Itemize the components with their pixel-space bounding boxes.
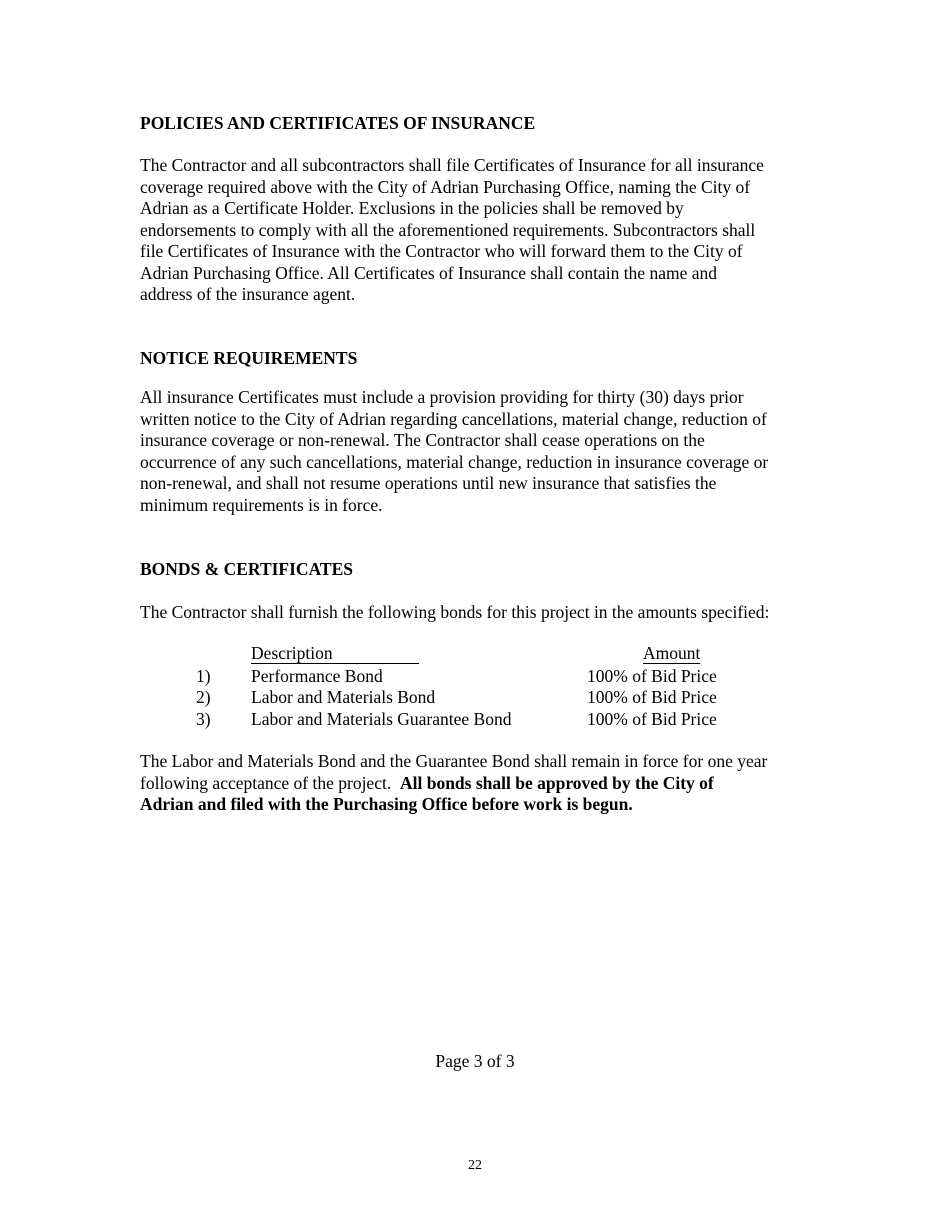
row-amount: 100% of Bid Price [587,687,717,707]
table-row [140,709,820,731]
closing-plain-text: following acceptance of the project. [140,772,400,793]
row-description: Labor and Materials Bond [251,687,436,707]
table-row [140,687,820,709]
bonds-heading: BONDS & CERTIFICATES [140,559,353,579]
bonds-intro [140,602,820,624]
paragraph-line [140,773,820,795]
page-label: Page 3 of 3 [435,1051,515,1071]
insurance-paragraph [140,155,820,306]
paragraph-line: coverage required above with the City of Adrian Purchasing Office, naming the City of [140,176,751,197]
notice-heading: NOTICE REQUIREMENTS [140,348,358,368]
paragraph-line: endorsements to comply with all the aforementioned requirements. Subcontractors shall [140,219,756,240]
column-header-amount: Amount [643,643,701,663]
table-row [140,666,820,688]
row-amount: 100% of Bid Price [587,665,717,686]
paragraph-line [140,794,820,816]
row-description: Performance Bond [251,665,383,686]
paragraph-line: Adrian as a Certificate Holder. Exclusions in the policies shall be removed by [140,198,684,218]
insurance-heading: POLICIES AND CERTIFICATES OF INSURANCE [140,113,536,133]
bond-table-header [140,644,820,666]
row-number: 2) [196,687,211,707]
paragraph-line: minimum requirements is in force. [140,494,383,515]
row-number: 3) [196,708,211,729]
paragraph-line: address of the insurance agent. [140,284,356,304]
paragraph-line: All insurance Certificates must include a provision providing for thirty (30) days prior [140,387,744,407]
paragraph-line: file Certificates of Insurance with the Contractor who will forward them to the City of [140,241,743,261]
paragraph-line: Adrian Purchasing Office. All Certificates of Insurance shall contain the name and [140,262,717,283]
bonds-closing-paragraph [140,751,820,816]
closing-bold-text: All bonds shall be approved by the City of [399,772,714,793]
paragraph-line: The Labor and Materials Bond and the Guarantee Bond shall remain in force for one year [140,751,768,771]
column-header-description: Description [251,644,419,664]
bond-table [140,644,820,730]
page-number: 22 [468,1158,482,1173]
paragraph-line: occurrence of any such cancellations, material change, reduction in insurance coverage or [140,451,769,472]
closing-bold-text: Adrian and filed with the Purchasing Office before work is begun. [140,794,633,814]
row-amount: 100% of Bid Price [587,708,717,729]
notice-paragraph [140,387,820,516]
paragraph-line: The Contractor shall furnish the following bonds for this project in the amounts specified: [140,602,770,622]
paragraph-line: The Contractor and all subcontractors shall file Certificates of Insurance for all insurance [140,155,764,175]
row-number: 1) [196,665,211,686]
paragraph-line: non-renewal, and shall not resume operations until new insurance that satisfies the [140,473,717,493]
paragraph-line: written notice to the City of Adrian regarding cancellations, material change, reduction of [140,408,767,429]
paragraph-line: insurance coverage or non-renewal. The Contractor shall cease operations on the [140,430,705,450]
row-description: Labor and Materials Guarantee Bond [251,708,512,729]
